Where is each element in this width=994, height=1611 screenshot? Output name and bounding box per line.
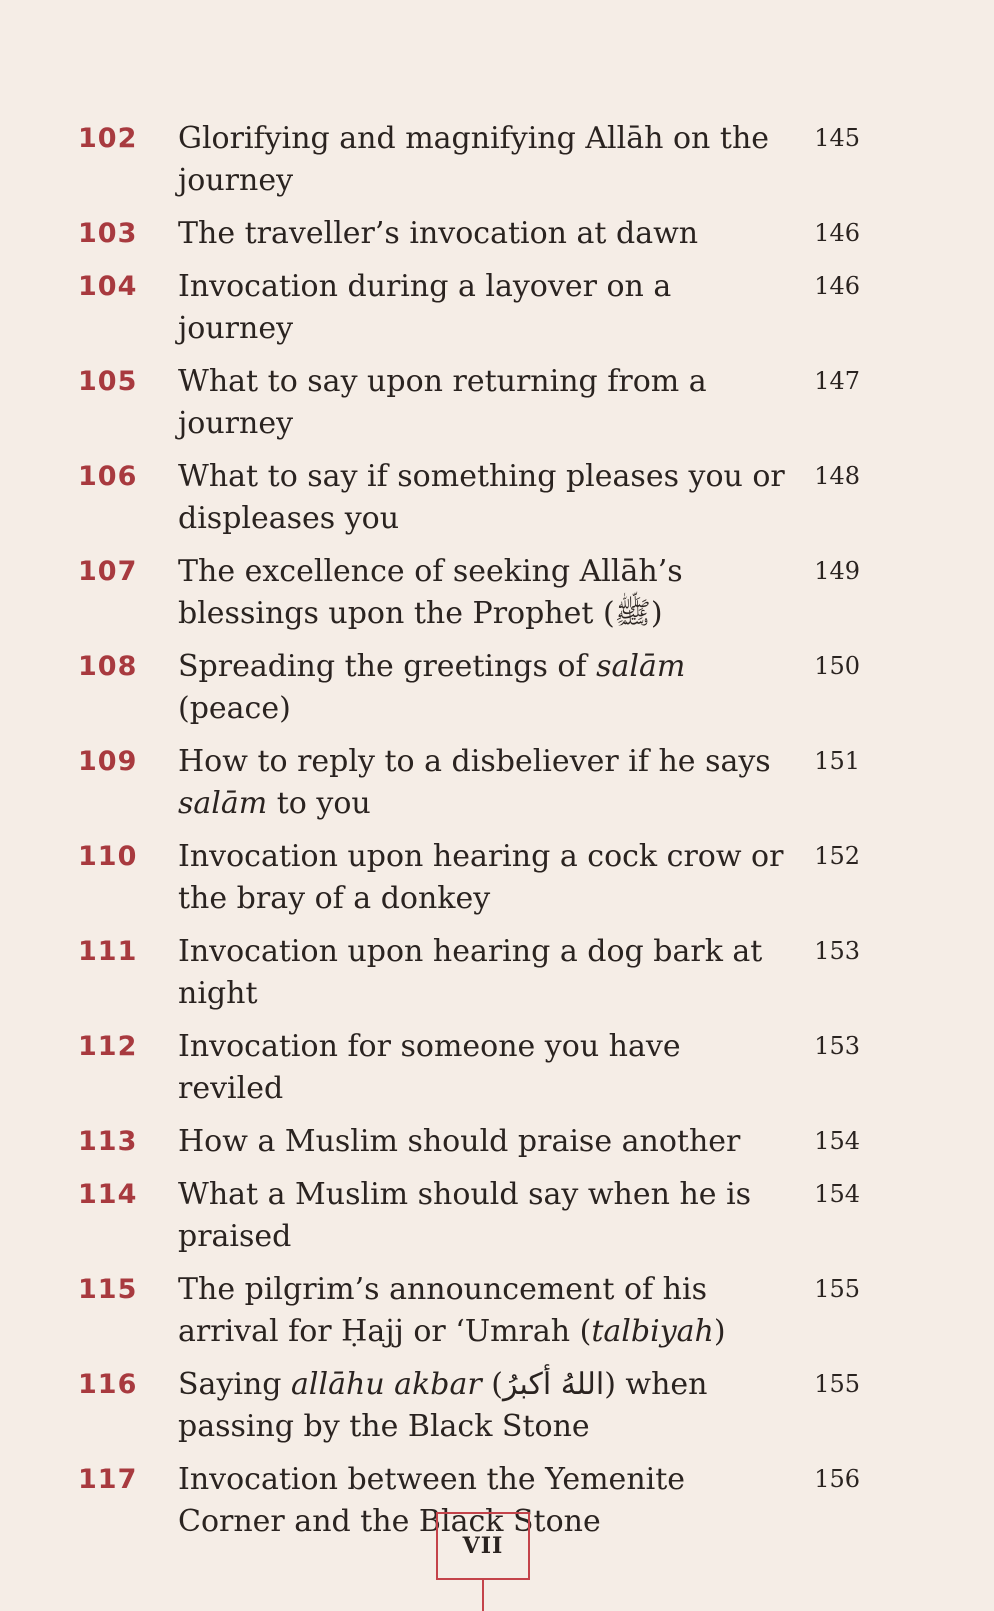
entry-number: 112 xyxy=(78,1031,138,1062)
entry-page: 147 xyxy=(814,367,860,395)
entry-title-before: How to reply to a disbeliever if he says xyxy=(178,744,771,779)
entry-title: What to say upon returning from a journey xyxy=(178,364,707,441)
page-number: VII xyxy=(462,1533,504,1559)
page-number-box xyxy=(436,1512,530,1580)
entry-title-before: Saying xyxy=(178,1367,292,1402)
entry-number: 117 xyxy=(78,1464,138,1495)
toc-entry-109[interactable] xyxy=(78,741,918,825)
entry-page: 151 xyxy=(814,747,860,775)
entry-title-after: to you xyxy=(267,786,371,821)
toc-entry-111[interactable] xyxy=(78,931,918,1015)
entry-page: 146 xyxy=(814,219,860,247)
entry-title-after: ) xyxy=(713,1314,726,1349)
toc-entry-107[interactable] xyxy=(78,551,918,635)
toc-entry-113[interactable] xyxy=(78,1121,918,1163)
entry-title-before: The pilgrim’s announcement of his arrival for Ḥajj or ‘Umrah ( xyxy=(178,1272,707,1349)
entry-page: 153 xyxy=(814,937,860,965)
entry-number: 114 xyxy=(78,1179,138,1210)
entry-page: 146 xyxy=(814,272,860,300)
entry-page: 150 xyxy=(814,652,860,680)
entry-number: 111 xyxy=(78,936,138,967)
entry-title xyxy=(178,551,793,635)
toc-entry-103[interactable] xyxy=(78,213,918,255)
salawat-symbol: ﷺ xyxy=(614,596,651,631)
toc-entry-116[interactable] xyxy=(78,1364,918,1448)
entry-title: What a Muslim should say when he is praised xyxy=(178,1177,752,1254)
entry-number: 110 xyxy=(78,841,138,872)
entry-page: 148 xyxy=(814,462,860,490)
entry-title-italic: salām xyxy=(178,786,268,821)
entry-page: 156 xyxy=(814,1465,860,1493)
entry-title-before: Spreading the greetings of xyxy=(178,649,597,684)
entry-number: 104 xyxy=(78,271,138,302)
entry-title: Invocation for someone you have reviled xyxy=(178,1029,681,1106)
entry-page: 149 xyxy=(814,557,860,585)
toc-entry-110[interactable] xyxy=(78,836,918,920)
entry-number: 108 xyxy=(78,651,138,682)
entry-title-italic: salām xyxy=(596,649,686,684)
entry-number: 105 xyxy=(78,366,138,397)
entry-title xyxy=(178,646,793,730)
entry-number: 109 xyxy=(78,746,138,777)
entry-title xyxy=(178,1364,793,1448)
entry-title: The traveller’s invocation at dawn xyxy=(178,216,699,251)
entry-number: 107 xyxy=(78,556,138,587)
toc-entry-102[interactable] xyxy=(78,118,918,202)
entry-page: 153 xyxy=(814,1032,860,1060)
entry-number: 115 xyxy=(78,1274,138,1305)
entry-title: Invocation during a layover on a journey xyxy=(178,269,672,346)
table-of-contents xyxy=(78,118,918,1554)
entry-number: 103 xyxy=(78,218,138,249)
toc-entry-112[interactable] xyxy=(78,1026,918,1110)
entry-title: Invocation upon hearing a dog bark at night xyxy=(178,934,763,1011)
entry-title: Glorifying and magnifying Allāh on the journey xyxy=(178,121,770,198)
toc-entry-106[interactable] xyxy=(78,456,918,540)
toc-entry-105[interactable] xyxy=(78,361,918,445)
entry-title: What to say if something pleases you or displeases you xyxy=(178,459,785,536)
toc-entry-114[interactable] xyxy=(78,1174,918,1258)
entry-page: 154 xyxy=(814,1127,860,1155)
toc-entry-108[interactable] xyxy=(78,646,918,730)
entry-title-italic: allāhu akbar xyxy=(291,1367,482,1402)
entry-title: How a Muslim should praise another xyxy=(178,1124,741,1159)
toc-entry-104[interactable] xyxy=(78,266,918,350)
entry-number: 116 xyxy=(78,1369,138,1400)
entry-title-after: ) xyxy=(650,596,663,631)
entry-number: 106 xyxy=(78,461,138,492)
entry-page: 155 xyxy=(814,1370,860,1398)
entry-page: 145 xyxy=(814,124,860,152)
entry-title-after: (اللهُ أكبرُ) when passing by the Black Stone xyxy=(178,1367,708,1444)
entry-number: 102 xyxy=(78,123,138,154)
entry-title-after: (peace) xyxy=(178,691,291,726)
entry-title-before: The excellence of seeking Allāh’s blessings upon the Prophet ( xyxy=(178,554,683,631)
page-number-rule xyxy=(482,1580,484,1611)
entry-page: 152 xyxy=(814,842,860,870)
entry-title xyxy=(178,741,793,825)
entry-title: Invocation between the Yemenite Corner and the Black Stone xyxy=(178,1462,686,1539)
toc-entry-115[interactable] xyxy=(78,1269,918,1353)
entry-page: 154 xyxy=(814,1180,860,1208)
entry-number: 113 xyxy=(78,1126,138,1157)
entry-title: Invocation upon hearing a cock crow or the bray of a donkey xyxy=(178,839,784,916)
entry-title-italic: talbiyah xyxy=(591,1314,714,1349)
entry-title xyxy=(178,1269,793,1353)
entry-page: 155 xyxy=(814,1275,860,1303)
